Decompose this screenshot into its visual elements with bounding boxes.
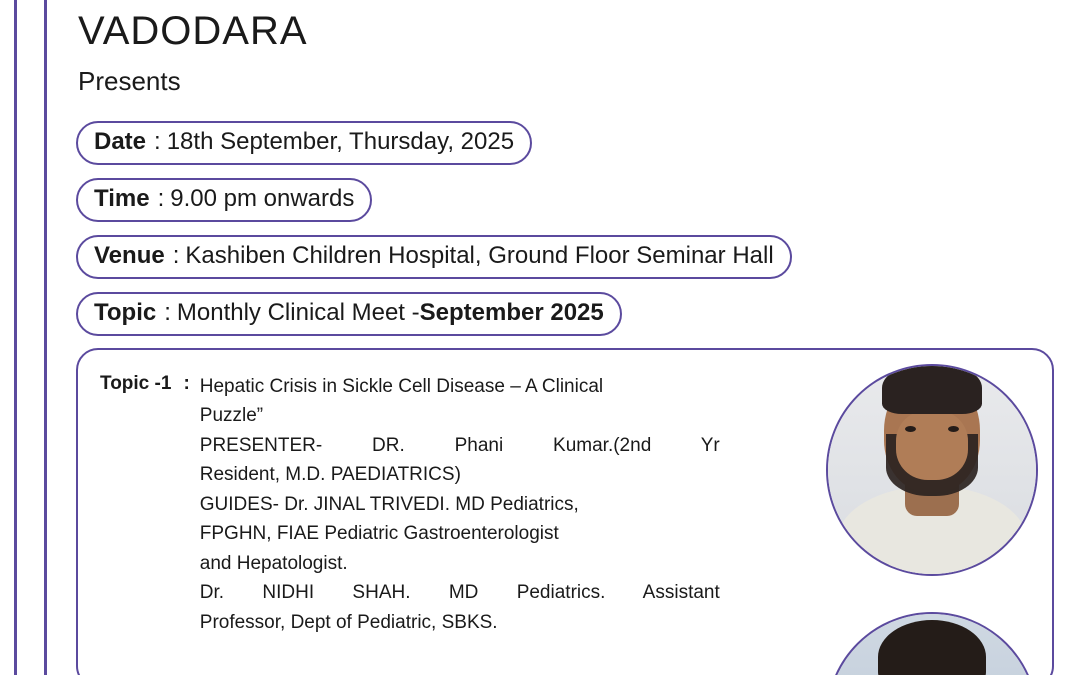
topic1-block (100, 372, 760, 637)
topic1-line1: Hepatic Crisis in Sickle Cell Disease – A Clinical (199, 376, 604, 397)
left-border-rule-outer (14, 0, 17, 675)
time-label: Time (94, 185, 150, 212)
topic-value-month-bold: September 2025 (419, 299, 604, 326)
time-value: 9.00 pm onwards (170, 185, 355, 212)
venue-separator: : (172, 242, 180, 269)
left-border-rule-inner (44, 0, 47, 675)
topic1-body (200, 372, 720, 637)
date-pill (76, 121, 532, 165)
topic1-line4: Resident, M.D. PAEDIATRICS) (199, 464, 461, 486)
topic-label: Topic (94, 299, 157, 326)
venue-value: Kashiben Children Hospital, Ground Floor Seminar Hall (185, 242, 774, 269)
venue-label: Venue (94, 242, 165, 269)
time-separator: : (157, 185, 165, 212)
topic1-line2: Puzzle” (199, 405, 264, 427)
time-row (76, 178, 1062, 235)
date-separator: : (154, 128, 161, 155)
time-pill (76, 178, 372, 222)
topic1-colon: : (183, 373, 190, 394)
guide-photo (826, 612, 1038, 675)
topic-pill (76, 292, 622, 336)
presenter-photo-eye-left (905, 426, 916, 432)
presenter-photo (826, 364, 1038, 576)
presenter-photo-hair (882, 364, 982, 414)
topic1-line7: and Hepatologist. (199, 552, 348, 574)
topic1-key: Topic -1 (100, 373, 172, 394)
topic1-line3: PRESENTER- DR. Phani Kumar.(2nd Yr (199, 434, 720, 456)
topic-detail-box (76, 348, 1054, 675)
venue-row (76, 235, 1062, 292)
date-value: 18th September, Thursday, 2025 (166, 128, 515, 155)
date-label: Date (94, 128, 147, 155)
topic-detail-inner (78, 350, 1052, 675)
date-row (76, 121, 1062, 178)
topic-value-prefix: Monthly Clinical Meet - (176, 299, 420, 326)
venue-pill (76, 235, 792, 279)
topic-row (76, 292, 1062, 349)
organization-title: VADODARA (78, 9, 308, 53)
presents-label: Presents (78, 66, 181, 96)
topic1-line9: Professor, Dept of Pediatric, SBKS. (199, 611, 498, 633)
topic1-line8: Dr. NIDHI SHAH. MD Pediatrics. Assistant (199, 582, 720, 604)
presenter-photo-eye-right (948, 426, 959, 432)
info-rows (76, 121, 1062, 349)
topic1-line5: GUIDES- Dr. JINAL TRIVEDI. MD Pediatrics, (199, 493, 579, 515)
topic-separator: : (164, 299, 171, 326)
topic1-line6: FPGHN, FIAE Pediatric Gastroenterologist (199, 523, 559, 545)
topic-value-month (420, 299, 604, 327)
poster-content (76, 0, 1062, 675)
presenter-photo-face (896, 410, 968, 480)
